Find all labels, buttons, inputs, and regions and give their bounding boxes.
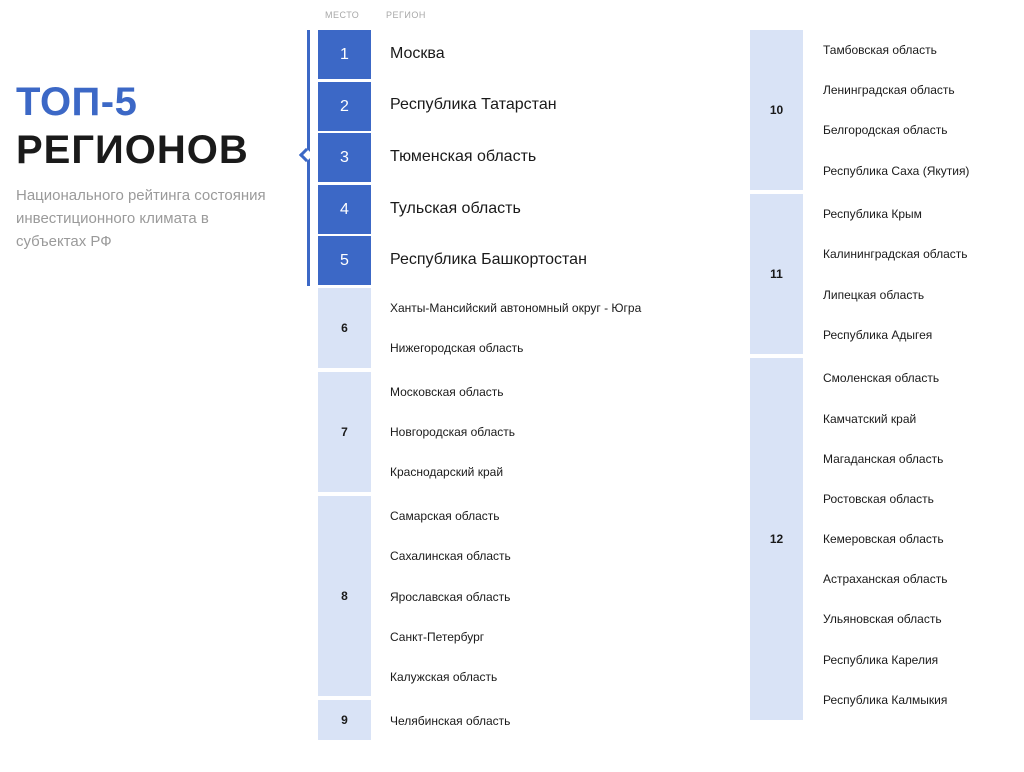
region-name-4: Тульская область [390,200,521,217]
place-badge-4: 4 [318,185,371,234]
region-name: Камчатский край [823,412,917,426]
region-name: Ульяновская область [823,612,942,626]
region-name: Магаданская область [823,452,944,466]
region-name: Новгородская область [390,425,516,439]
region-name: Калужская область [390,670,498,684]
region-name-3: Тюменская область [390,148,537,165]
region-name: Челябинская область [390,714,511,728]
region-name-2: Республика Татарстан [390,96,557,113]
region-name: Республика Адыгея [823,328,933,342]
region-name: Ярославская область [390,590,511,604]
region-name: Ростовская область [823,492,934,506]
place-badge-3: 3 [318,133,371,182]
region-name: Санкт-Петербург [390,630,485,644]
region-name: Краснодарский край [390,465,504,479]
region-name: Республика Крым [823,207,922,221]
region-name: Республика Карелия [823,653,939,667]
place-badge-10: 10 [750,30,803,190]
top5-bracket-pointer [299,148,313,162]
region-name: Республика Калмыкия [823,693,948,707]
region-name: Белгородская область [823,123,948,137]
region-name: Калининградская область [823,247,968,261]
region-name-1: Москва [390,45,445,62]
region-name: Московская область [390,385,504,399]
place-badge-1: 1 [318,30,371,79]
region-name: Республика Саха (Якутия) [823,164,970,178]
region-name-5: Республика Башкортостан [390,251,587,268]
place-badge-7: 7 [318,372,371,492]
region-name: Самарская область [390,509,500,523]
region-name: Ханты-Мансийский автономный округ - Югра [390,301,642,315]
place-badge-5: 5 [318,236,371,285]
column-header-place: МЕСТО [325,10,360,20]
region-name: Кемеровская область [823,532,944,546]
place-badge-11: 11 [750,194,803,354]
place-badge-8: 8 [318,496,371,696]
column-header-region: РЕГИОН [386,10,426,20]
place-badge-2: 2 [318,82,371,131]
place-badge-9: 9 [318,700,371,740]
page-title-line-2: РЕГИОНОВ [16,128,249,172]
region-name: Смоленская область [823,371,940,385]
region-name: Астраханская область [823,572,948,586]
page-title-line-1: ТОП-5 [16,80,138,124]
region-name: Сахалинская область [390,549,511,563]
region-name: Нижегородская область [390,341,524,355]
place-badge-12: 12 [750,358,803,720]
place-badge-6: 6 [318,288,371,368]
region-name: Липецкая область [823,288,925,302]
page-subtitle: Национального рейтинга состояния инвестиционного климата в субъектах РФ [16,187,266,250]
region-name: Ленинградская область [823,83,955,97]
region-name: Тамбовская область [823,43,937,57]
